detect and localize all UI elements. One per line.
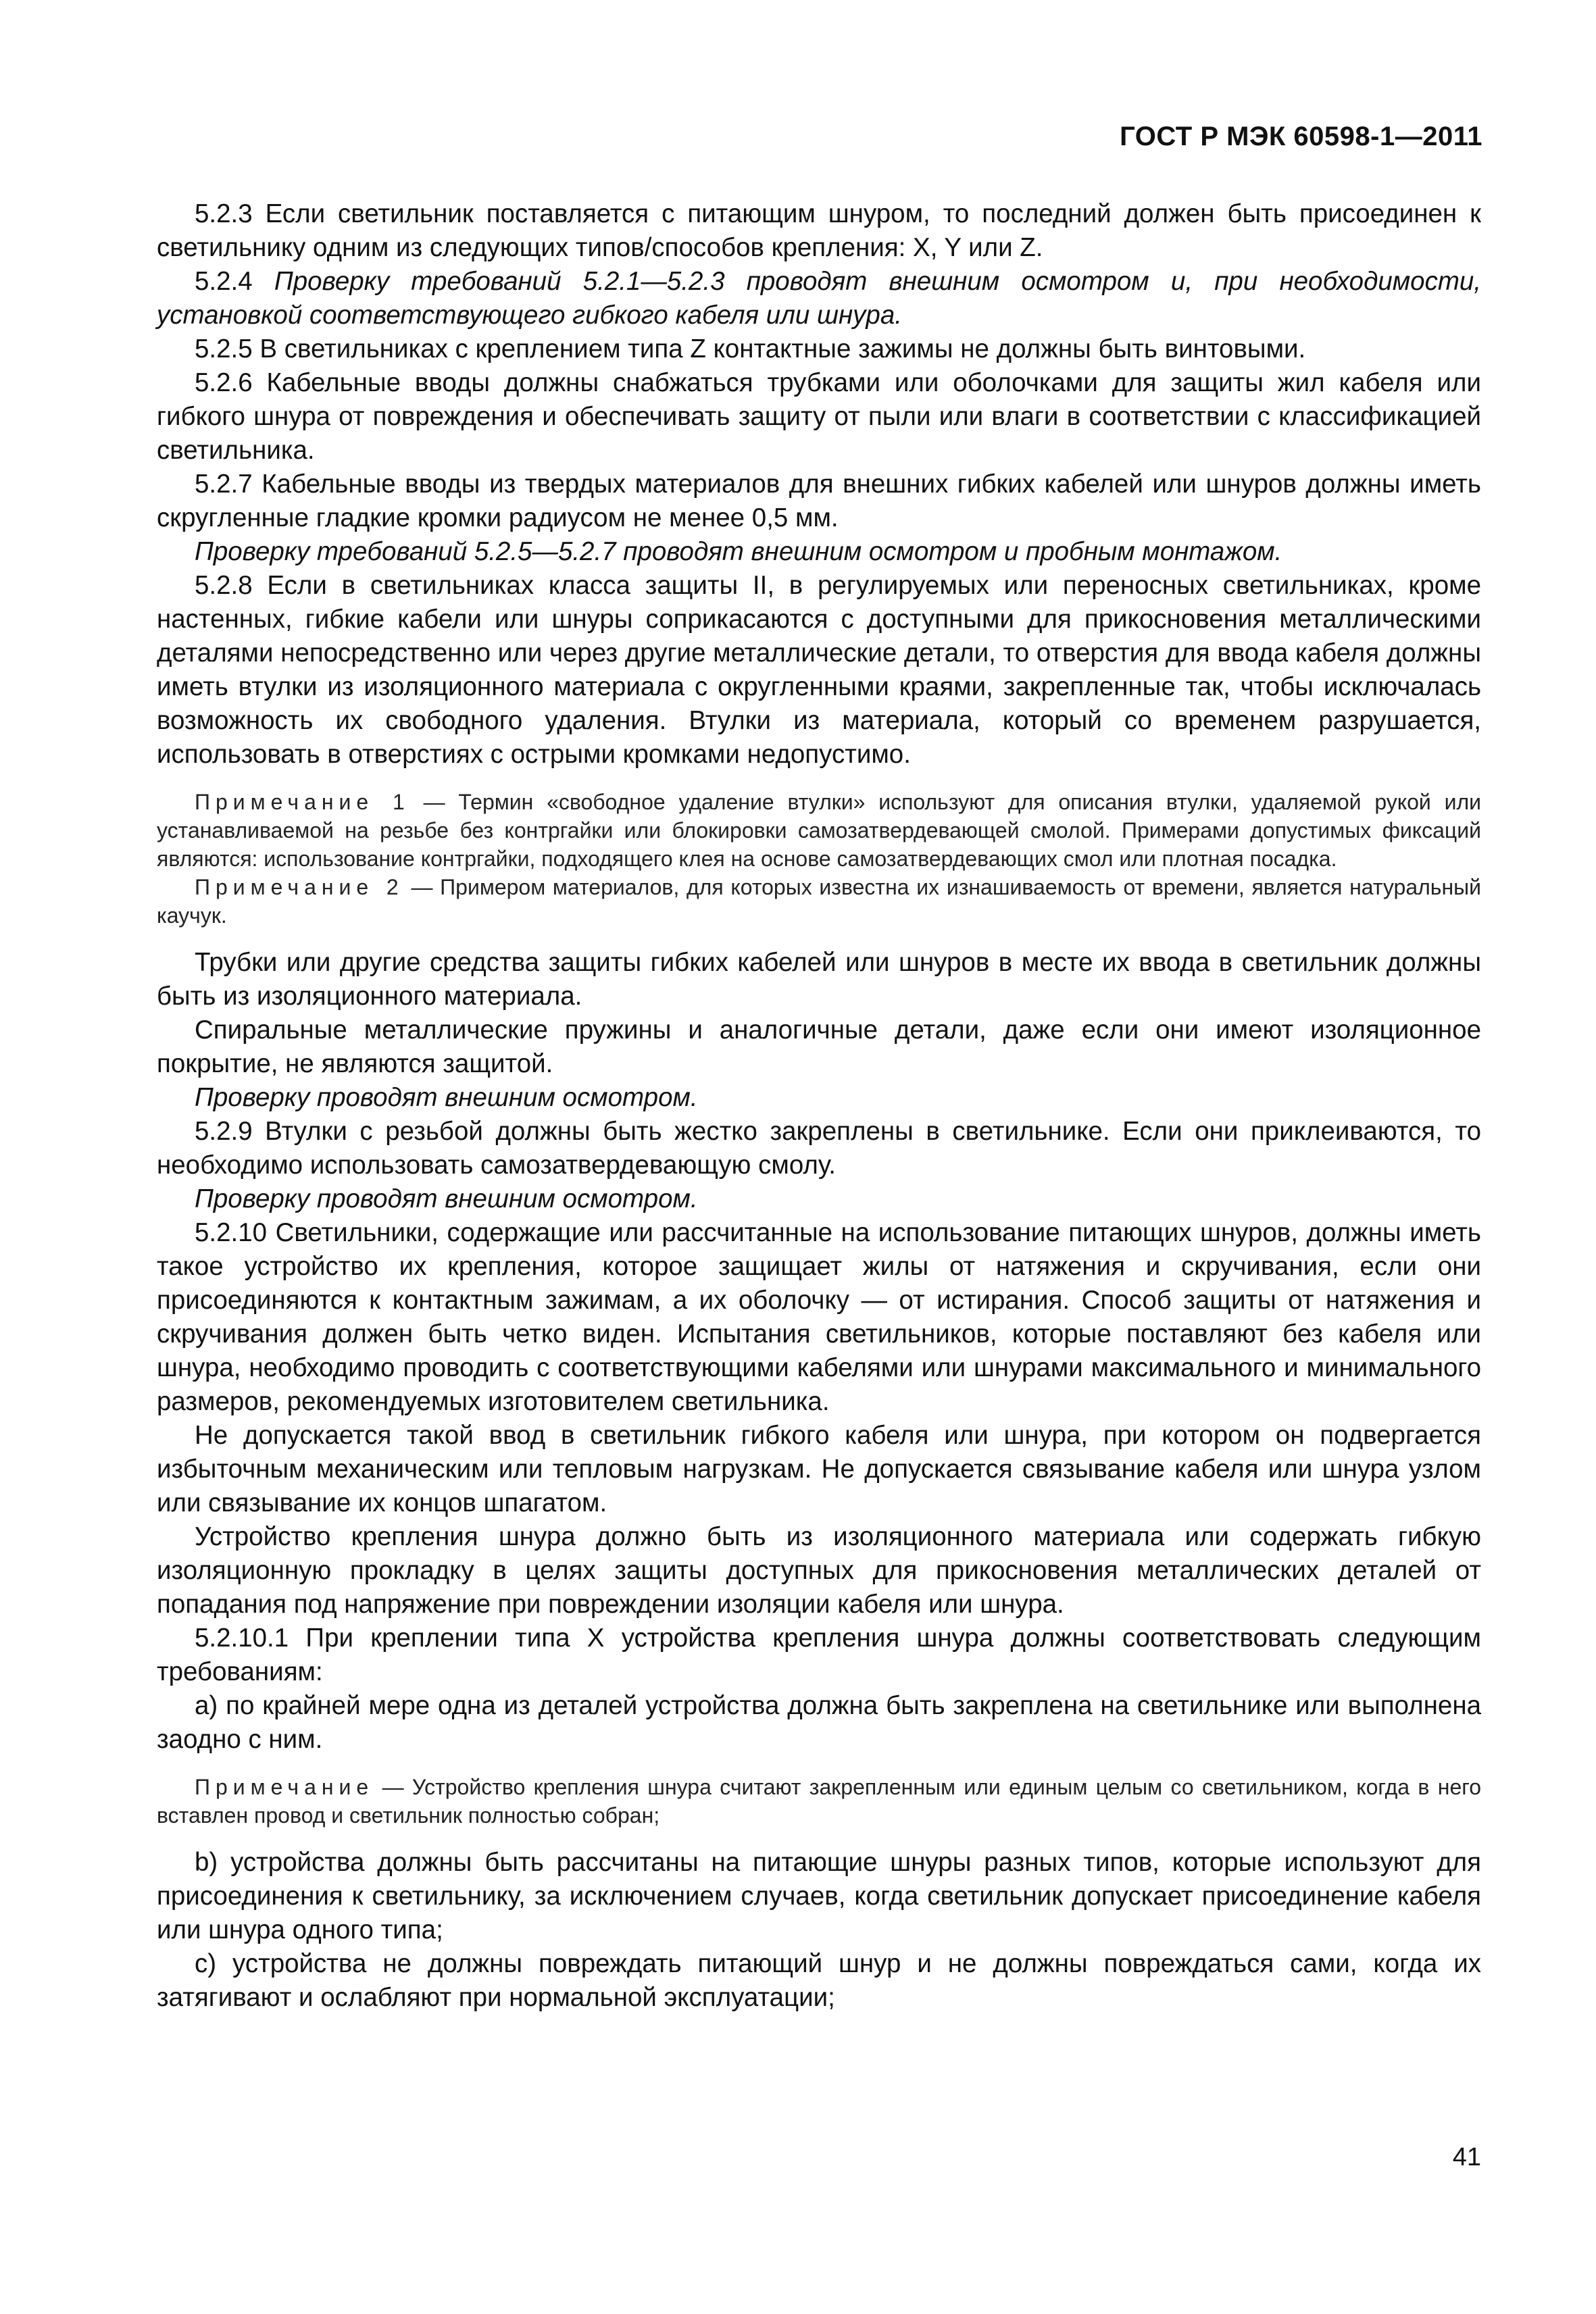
paragraph: 5.2.9 Втулки с резьбой должны быть жестко закреплены в светильнике. Если они приклеиваются, то необходимо использовать самозатвердевающую смолу. xyxy=(157,1117,1481,1180)
note-label: Примечание 1 xyxy=(195,790,410,814)
paragraph-text: Проверку требований 5.2.1—5.2.3 проводят внешним осмотром и, при необходимости, установкой соответствующего гибкого кабеля или шнура. xyxy=(157,267,1481,330)
note-text: — Термин «свободное удаление втулки» используют для описания втулки, удаляемой рукой или устанавливаемой на резьбе без контргайки или блокировки самозатвердевающей смолой. Примерами допустимых фиксаций являются: использование контргайки, подходящего клея на основе самозатвердевающих смол или плотная посадка. xyxy=(157,790,1482,871)
paragraph: 5.2.7 Кабельные вводы из твердых материалов для внешних гибких кабелей или шнуров должны иметь скругленные гладкие кромки радиусом не менее 0,5 мм. xyxy=(157,470,1481,532)
paragraph: Не допускается такой ввод в светильник гибкого кабеля или шнура, при котором он подвергается избыточным механическим или тепловым нагрузкам. Не допускается связывание кабеля или шнура узлом или связывание их концов шпагатом. xyxy=(157,1421,1481,1517)
document-code-header: ГОСТ Р МЭК 60598-1—2011 xyxy=(1120,122,1482,151)
paragraph: 5.2.10 Светильники, содержащие или рассчитанные на использование питающих шнуров, должны иметь такое устройство их крепления, которое защищает жилы от натяжения и скручивания, если они присоединяются к контактным зажимам, а их оболочку — от истирания. Способ защиты от натяжения и скручивания должен быть четко виден. Испытания светильников, которые поставляют без кабеля или шнура, необходимо проводить с соответствующими кабелями или шнурами максимального и минимального размеров, рекомендуемых изготовителем светильника. xyxy=(157,1218,1481,1416)
paragraph xyxy=(157,265,1481,332)
note xyxy=(157,873,1481,930)
paragraph: 5.2.8 Если в светильниках класса защиты II, в регулируемых или переносных светильниках, кроме настенных, гибкие кабели или шнуры соприкасаются с доступными для прикосновения металлическими деталями непосредственно или через другие металлические детали, то отверстия для ввода кабеля должны иметь втулки из изоляционного материала с округленными краями, закрепленные так, чтобы исключалась возможность их свободного удаления. Втулки из материала, который со временем разрушается, использовать в отверстиях с острыми кромками недопустимо. xyxy=(157,571,1481,769)
notes-block xyxy=(157,788,1481,930)
note-label: Примечание xyxy=(195,1775,374,1799)
verification-paragraph: Проверку проводят внешним осмотром. xyxy=(195,1083,698,1112)
note xyxy=(157,788,1481,873)
note-label: Примечание 2 xyxy=(195,875,404,899)
paragraph: b) устройства должны быть рассчитаны на питающие шнуры разных типов, которые используют для присоединения к светильнику, за исключением случаев, когда светильник допускает присоединение кабеля или шнура одного типа; xyxy=(157,1848,1481,1944)
paragraph: a) по крайней мере одна из деталей устройства должна быть закреплена на светильнике или выполнена заодно с ним. xyxy=(157,1691,1481,1754)
verification-paragraph: Проверку проводят внешним осмотром. xyxy=(195,1184,698,1213)
notes-block xyxy=(157,1773,1481,1830)
paragraph: Трубки или другие средства защиты гибких кабелей или шнуров в месте их ввода в светильник должны быть из изоляционного материала. xyxy=(157,948,1481,1011)
note-text: — Устройство крепления шнура считают закрепленным или единым целым со светильником, когда в него вставлен провод и светильник полностью собран; xyxy=(157,1775,1481,1828)
paragraph: Устройство крепления шнура должно быть из изоляционного материала или содержать гибкую изоляционную прокладку в целях защиты доступных для прикосновения металлических деталей от попадания под напряжение при повреждении изоляции кабеля или шнура. xyxy=(157,1522,1481,1619)
clause-number: 5.2.4 xyxy=(195,267,274,296)
document-body xyxy=(157,197,1481,2015)
page-number: 41 xyxy=(1452,2143,1481,2171)
note xyxy=(157,1773,1481,1830)
verification-paragraph: Проверку требований 5.2.5—5.2.7 проводят внешним осмотром и пробным монтажом. xyxy=(195,537,1282,566)
paragraph: 5.2.5 В светильниках с креплением типа Z контактные зажимы не должны быть винтовыми. xyxy=(195,334,1306,363)
paragraph: Спиральные металлические пружины и аналогичные детали, даже если они имеют изоляционное покрытие, не являются защитой. xyxy=(157,1015,1481,1078)
note-text: — Примером материалов, для которых известна их изнашиваемость от времени, является натуральный каучук. xyxy=(157,875,1482,928)
paragraph: c) устройства не должны повреждать питающий шнур и не должны повреждаться сами, когда их затягивают и ослабляют при нормальной эксплуатации; xyxy=(157,1949,1481,2012)
paragraph: 5.2.6 Кабельные вводы должны снабжаться трубками или оболочками для защиты жил кабеля или гибкого шнура от повреждения и обеспечивать защиту от пыли или влаги в соответствии с классификацией светильника. xyxy=(157,368,1481,465)
paragraph: 5.2.10.1 При креплении типа X устройства крепления шнура должны соответствовать следующим требованиям: xyxy=(157,1624,1481,1686)
paragraph: 5.2.3 Если светильник поставляется с питающим шнуром, то последний должен быть присоединен к светильнику одним из следующих типов/способов крепления: X, Y или Z. xyxy=(157,199,1481,262)
